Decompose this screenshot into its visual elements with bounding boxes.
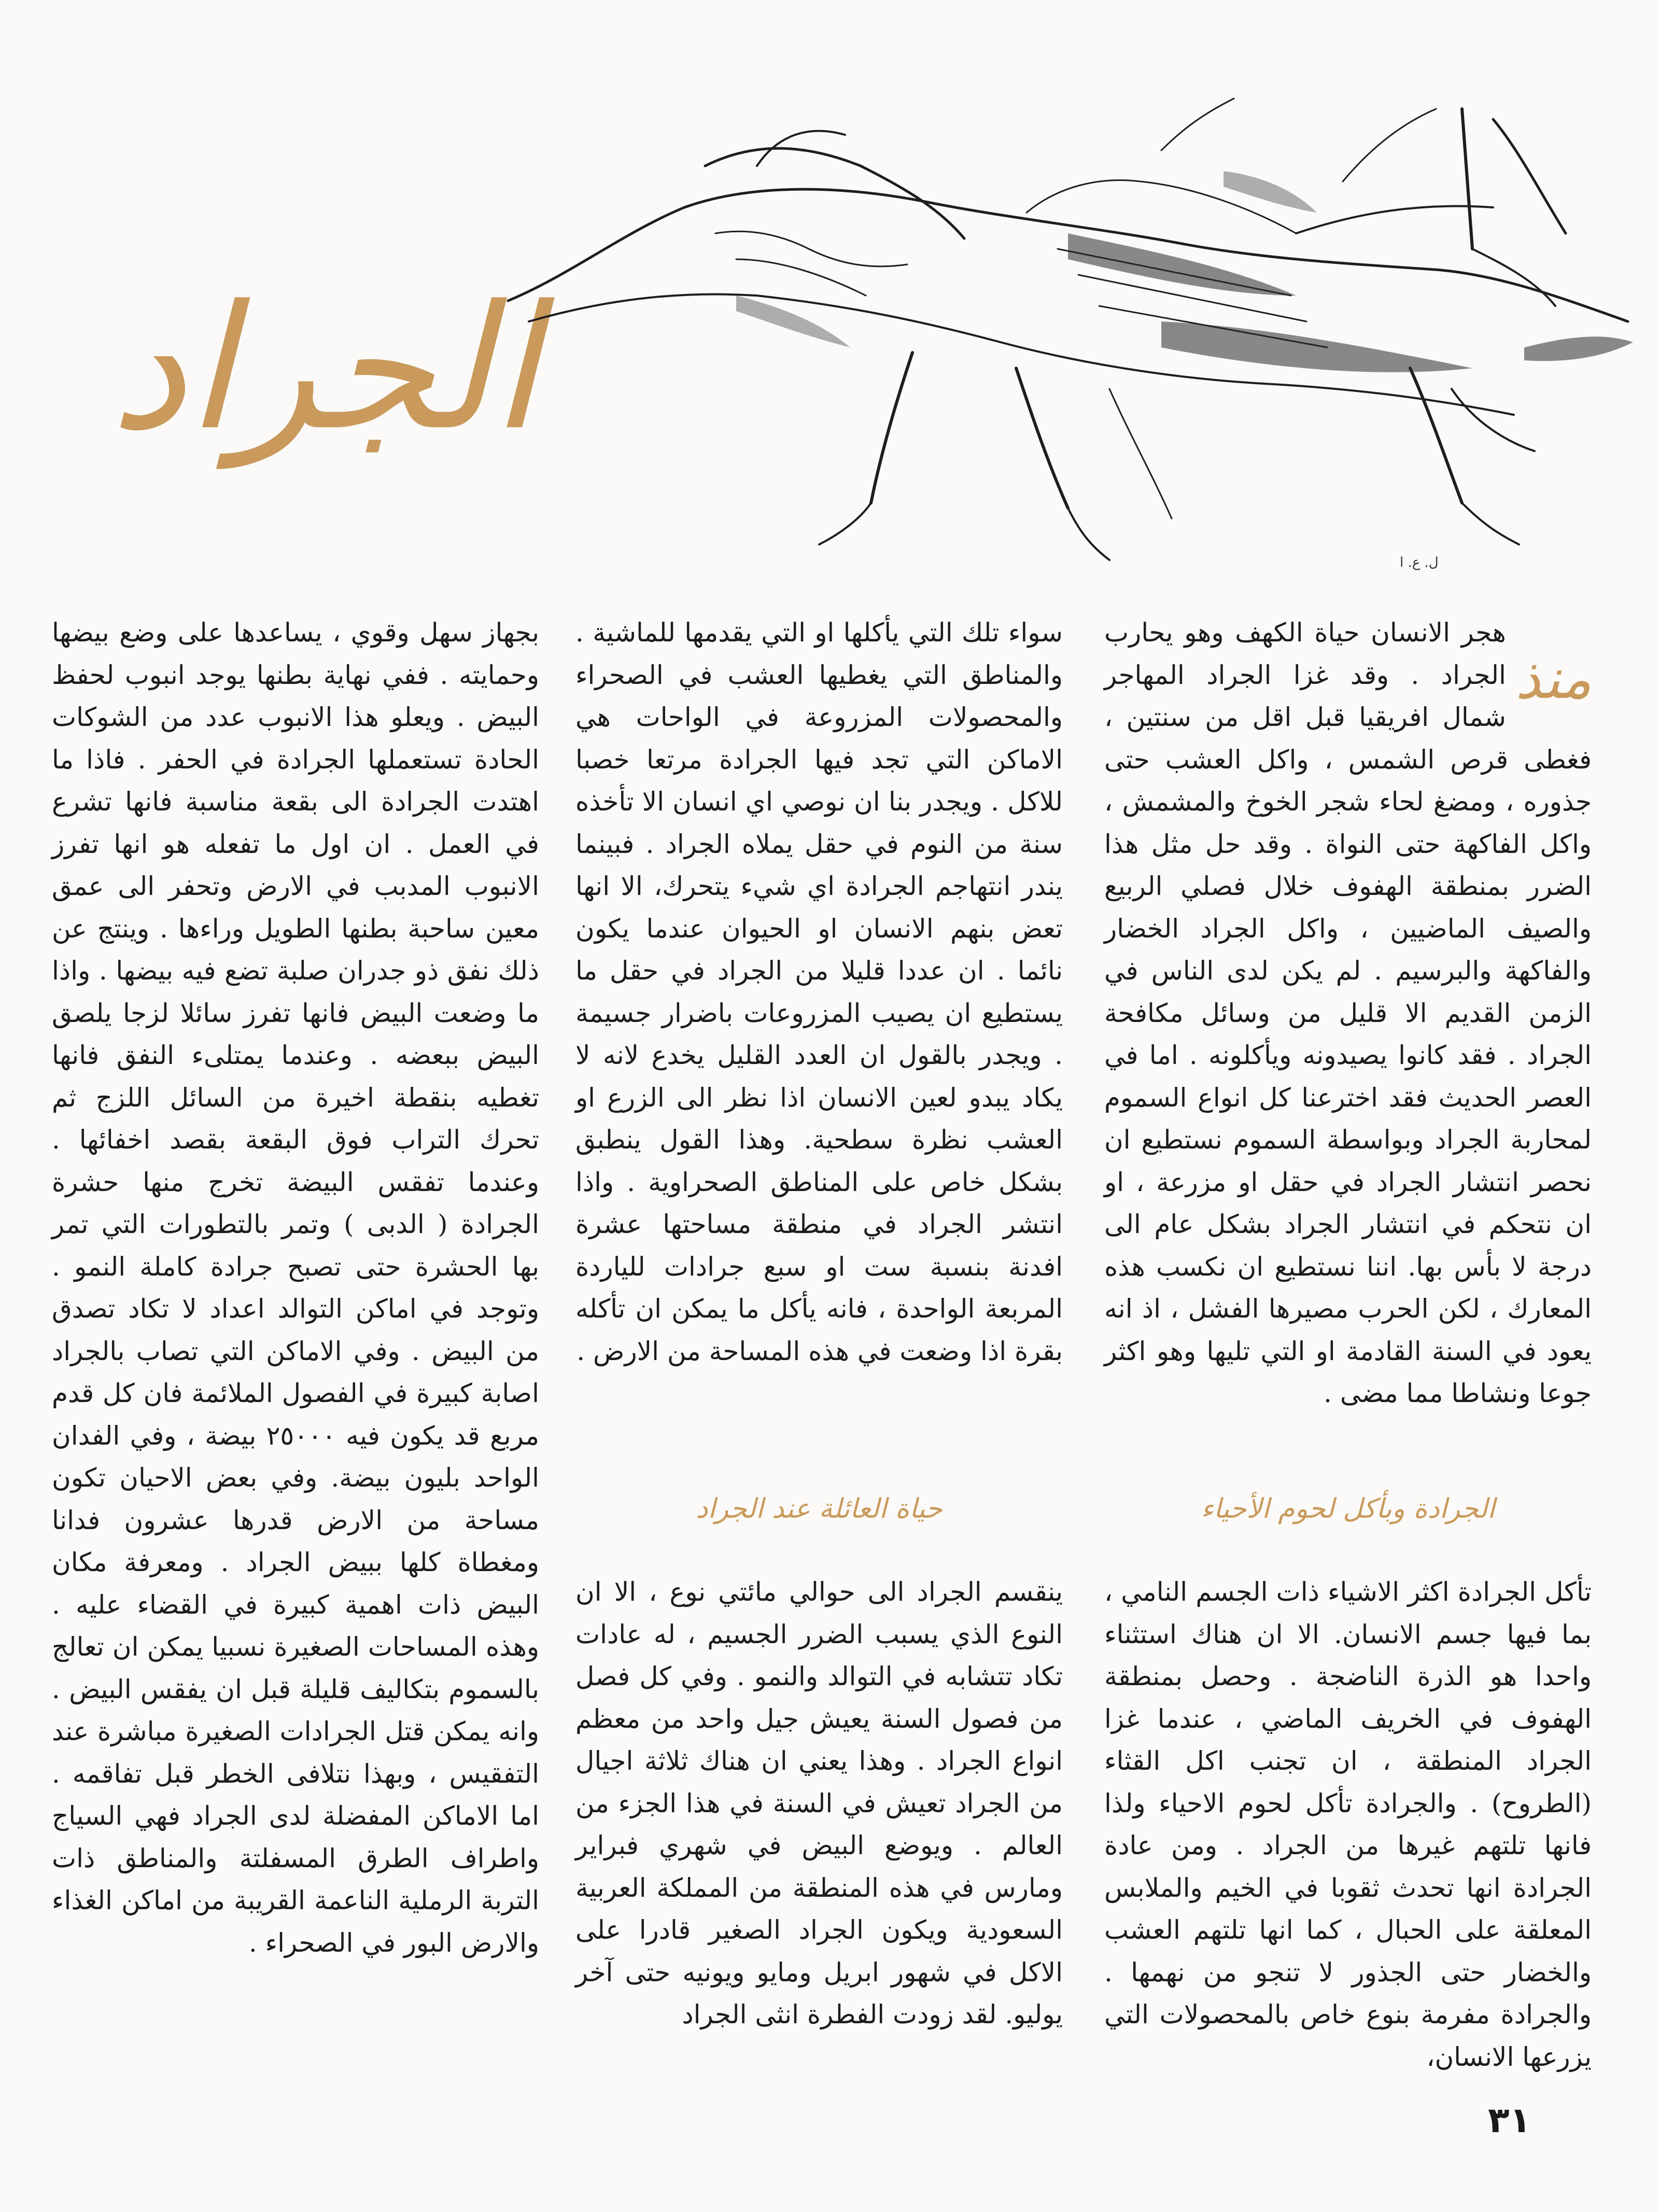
paragraph-section-middle: ينقسم الجراد الى حوالي مائتي نوع ، الا ان النوع الذي يسبب الضرر الجسيم ، له عادات تكاد تتشابه في التوالد والنمو . وفي كل فصل من فصول السنة يعيش جيل واحد من معظم انواع الجراد . وهذا يعني ان هناك ثلاثة اجيال من الجراد تعيش في السنة في هذا الجزء من العالم . ويوضع البيض في شهري فبراير ومارس في هذه المنطقة من المملكة العربية السعودية ويكون الجراد الصغير قادرا على الاكل في شهور ابريل ومايو ويونيه حتى آخر يوليو. لقد زودت الفطرة انثى الجراد <box>575 1577 1063 2029</box>
article-title: الجراد <box>110 269 538 468</box>
section-heading-right: الجرادة وبأكل لحوم الأحياء <box>1201 1493 1495 1524</box>
section-heading-middle: حياة العائلة عند الجراد <box>696 1493 943 1524</box>
dropcap: منذ <box>1515 647 1592 711</box>
column-left <box>52 612 539 1964</box>
column-middle-top <box>575 612 1063 1373</box>
locust-illustration <box>487 78 1643 576</box>
section-body-middle <box>575 1571 1063 2036</box>
paragraph-opening: هجر الانسان حياة الكهف وهو يحارب الجراد . وقد غزا الجراد المهاجر شمال افريقيا قبل اقل من سنتين ، فغطى قرص الشمس ، واكل العشب حتى جذوره ، ومضغ لحاء شجر الخوخ والمشمش ، واكل الفاكهة حتى النواة . وقد حل مثل هذا الضرر بمنطقة الهفوف خلال فصلي الربيع والصيف الماضيين ، واكل الجراد الخضار والفاكهة والبرسيم . لم يكن لدى الناس في الزمن القديم الا قليل من وسائل مكافحة الجراد . فقد كانوا يصيدونه ويأكلونه . اما في العصر الحديث فقد اخترعنا كل انواع السموم لمحاربة الجراد وبواسطة السموم نستطيع ان نحصر انتشار الجراد في حقل او مزرعة ، او ان نتحكم في انتشار الجراد بشكل عام الى درجة لا بأس بها. اننا نستطيع ان نكسب هذه المعارك ، لكن الحرب مصيرها الفشل ، اذ انه يعود في السنة القادمة او التي تليها وهو اكثر جوعا ونشاطا مما مضى . <box>1104 618 1592 1408</box>
paragraph-section-right: تأكل الجرادة اكثر الاشياء ذات الجسم النامي ، بما فيها جسم الانسان. الا ان هناك استثناء واحدا هو الذرة الناضجة . وحصل بمنطقة الهفوف في الخريف الماضي ، عندما غزا الجراد المنطقة ، ان تجنب اكل القثاء (الطروح) . والجرادة تأكل لحوم الاحياء ولذا فانها تلتهم غيرها من الجراد . ومن عادة الجرادة انها تحدث ثقوبا في الخيم والملابس المعلقة على الحبال ، كما انها تلتهم العشب والخضار حتى الجذور لا تنجو من نهمها . والجرادة مفرمة بنوع خاص بالمحصولات التي يزرعها الانسان، <box>1104 1577 1592 2072</box>
artist-signature: ل. ع. ا <box>1400 555 1439 570</box>
section-body-right <box>1104 1571 1592 2078</box>
paragraph-left: بجهاز سهل وقوي ، يساعدها على وضع بيضها وحمايته . ففي نهاية بطنها يوجد انبوب لحفظ البيض . ويعلو هذا الانبوب عدد من الشوكات الحادة تستعملها الجرادة في الحفر . فاذا ما اهتدت الجرادة الى بقعة مناسبة فانها تشرع في العمل . ان اول ما تفعله هو انها تفرز الانبوب المدبب في الارض وتحفر الى عمق معين ساحبة بطنها الطويل وراءها . وينتج عن ذلك نفق ذو جدران صلبة تضع فيه بيضها . واذا ما وضعت البيض فانها تفرز سائلا لزجا يلصق البيض ببعضه . وعندما يمتلىء النفق فانها تغطيه بنقطة اخيرة من السائل اللزج ثم تحرك التراب فوق البقعة بقصد اخفائها . وعندما تفقس البيضة تخرج منها حشرة الجرادة ( الدبى ) وتمر بالتطورات التي تمر بها الحشرة حتى تصبح جرادة كاملة النمو . وتوجد في اماكن التوالد اعداد لا تكاد تصدق من البيض . وفي الاماكن التي تصاب بالجراد اصابة كبيرة في الفصول الملائمة فان كل قدم مربع قد يكون فيه ٢٥٠٠٠ بيضة ، وفي الفدان الواحد بليون بيضة. وفي بعض الاحيان تكون مساحة من الارض قدرها عشرون فدانا ومغطاة كلها ببيض الجراد . ومعرفة مكان البيض ذات اهمية كبيرة في القضاء عليه . وهذه المساحات الصغيرة نسبيا يمكن ان تعالج بالسموم بتكاليف قليلة قبل ان يفقس البيض . وانه يمكن قتل الجرادات الصغيرة مباشرة عند التفقيس ، وبهذا نتلافى الخطر قبل تفاقمه . اما الاماكن المفضلة لدى الجراد فهي السياج واطراف الطرق المسفلتة والمناطق ذات التربة الرملية الناعمة القريبة من اماكن الغذاء والارض البور في الصحراء . <box>52 618 539 1958</box>
column-right-top <box>1104 612 1592 1415</box>
page-number: ٣١ <box>1488 2100 1531 2141</box>
paragraph-middle-top: سواء تلك التي يأكلها او التي يقدمها للماشية . والمناطق التي يغطيها العشب في الصحراء والمحصولات المزروعة في الواحات هي الاماكن التي تجد فيها الجرادة مرتعا خصبا للاكل . ويجدر بنا ان نوصي اي انسان الا تأخذه سنة من النوم في حقل يملاه الجراد . فبينما يندر انتهاجم الجرادة اي شيء يتحرك، الا انها تعض بنهم الانسان او الحيوان عندما يكون نائما . ان عددا قليلا من الجراد في حقل ما يستطيع ان يصيب المزروعات باضرار جسيمة . ويجدر بالقول ان العدد القليل يخدع لانه لا يكاد يبدو لعين الانسان اذا نظر الى الزرع او العشب نظرة سطحية. وهذا القول ينطبق بشكل خاص على المناطق الصحراوية . واذا انتشر الجراد في منطقة مساحتها عشرة افدنة بنسبة ست او سبع جرادات للياردة المربعة الواحدة ، فانه يأكل ما يمكن ان تأكله بقرة اذا وضعت في هذه المساحة من الارض . <box>575 618 1063 1366</box>
